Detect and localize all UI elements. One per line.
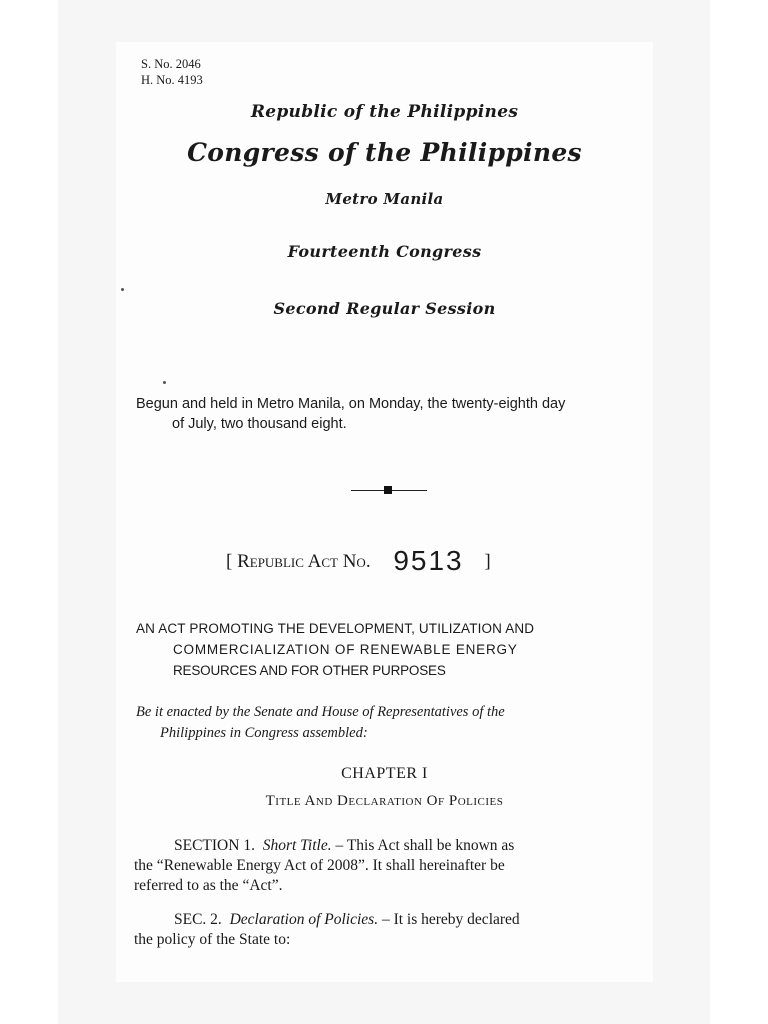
section-2-heading: Declaration of Policies. (229, 911, 379, 928)
section-2-line-1 (134, 910, 644, 930)
enacting-line-1: Be it enacted by the Senate and House of Representatives of the (136, 704, 505, 720)
begun-line-1: Begun and held in Metro Manila, on Monday, the twenty-eighth day (136, 396, 566, 412)
section-1 (134, 836, 644, 896)
begun-line-2: of July, two thousand eight. (172, 416, 347, 432)
scan-speck (121, 288, 124, 291)
section-1-label: SECTION 1. (174, 837, 255, 854)
heading-location: Metro Manila (325, 190, 444, 208)
act-title (136, 618, 646, 681)
enacting-line-2: Philippines in Congress assembled: (160, 725, 368, 741)
republic-act-number: 9513 (393, 545, 464, 576)
republic-act-label: Republic Act No. (237, 551, 371, 572)
divider-square (384, 486, 392, 494)
section-1-line-2: the “Renewable Energy Act of 2008”. It shall hereinafter be (134, 857, 505, 874)
bracket-close: ] (484, 551, 491, 572)
section-1-line-1 (134, 836, 644, 856)
scan-speck (163, 381, 166, 384)
heading-congress-number: Fourteenth Congress (287, 242, 482, 261)
section-1-line-3: referred to as the “Act”. (134, 877, 283, 894)
heading-congress: Congress of the Philippines (187, 138, 582, 167)
section-2-line-2: the policy of the State to: (134, 931, 291, 948)
republic-act-number-line (226, 542, 491, 574)
document-page (116, 42, 653, 982)
section-2-text: – It is hereby declared (381, 911, 520, 928)
heading-republic: Republic of the Philippines (250, 102, 519, 122)
section-2 (134, 910, 644, 950)
act-title-line-1: AN ACT PROMOTING THE DEVELOPMENT, UTILIZATION AND (136, 621, 535, 636)
heading-session: Second Regular Session (273, 299, 496, 318)
chapter-number: CHAPTER I (341, 765, 428, 782)
enacting-clause (136, 702, 646, 744)
section-2-label: SEC. 2. (174, 911, 222, 928)
act-title-line-3: RESOURCES AND FOR OTHER PURPOSES (173, 663, 446, 678)
act-title-line-2: COMMERCIALIZATION OF RENEWABLE ENERGY (173, 642, 518, 657)
bill-numbers (141, 56, 203, 88)
chapter-title: Title And Declaration Of Policies (265, 793, 504, 809)
bracket-open: [ (226, 551, 233, 572)
house-bill-number: H. No. 4193 (141, 73, 203, 87)
begun-statement (136, 394, 646, 434)
section-1-heading: Short Title. (262, 837, 332, 854)
section-1-text: – This Act shall be known as (335, 837, 515, 854)
divider-ornament (351, 484, 427, 498)
senate-bill-number: S. No. 2046 (141, 57, 201, 71)
